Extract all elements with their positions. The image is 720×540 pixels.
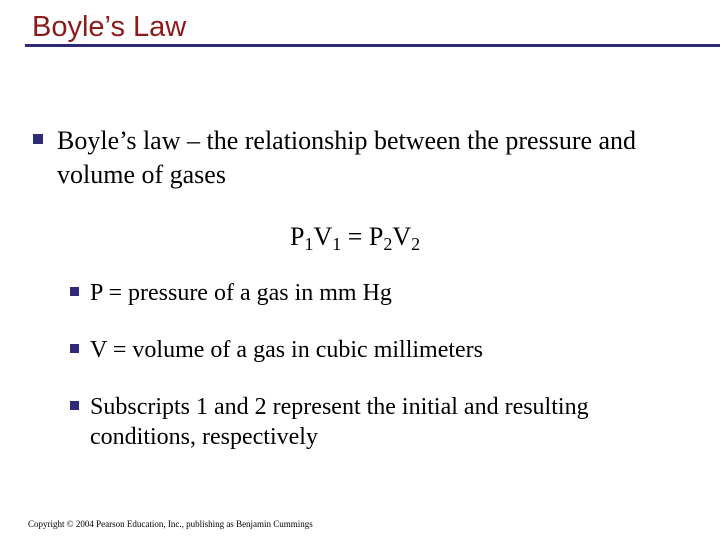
equation-sub-2: 1 [332,234,342,254]
sub-bullet-pressure [70,278,705,308]
square-bullet-icon [70,287,79,296]
title-divider [25,44,720,47]
boyles-law-equation [290,220,420,254]
square-bullet-icon [70,344,79,353]
sub-bullet-text: Subscripts 1 and 2 represent the initial and resulting conditions, respectively [90,394,589,450]
sub-bullet-subscripts [70,392,705,452]
equation-v2: V [392,222,412,251]
main-bullet [33,124,698,192]
copyright-footer: Copyright © 2004 Pearson Education, Inc., publishing as Benjamin Cummings [28,519,313,529]
sub-bullet-volume [70,335,705,365]
equation-sub-4: 2 [411,234,421,254]
equation-p2: P [368,222,384,251]
sub-bullet-text: V = volume of a gas in cubic millimeters [90,337,484,363]
equation-equals: = [341,222,369,251]
equation-p1: P [290,222,305,251]
square-bullet-icon [33,134,43,144]
main-bullet-text: Boyle’s law – the relationship between the pressure and volume of gases [57,126,637,189]
sub-bullet-text: P = pressure of a gas in mm Hg [90,280,392,306]
equation-sub-3: 2 [383,234,393,254]
square-bullet-icon [70,401,79,410]
slide-title: Boyle’s Law [32,11,187,43]
equation-sub-1: 1 [304,234,314,254]
equation-v1: V [313,222,333,251]
